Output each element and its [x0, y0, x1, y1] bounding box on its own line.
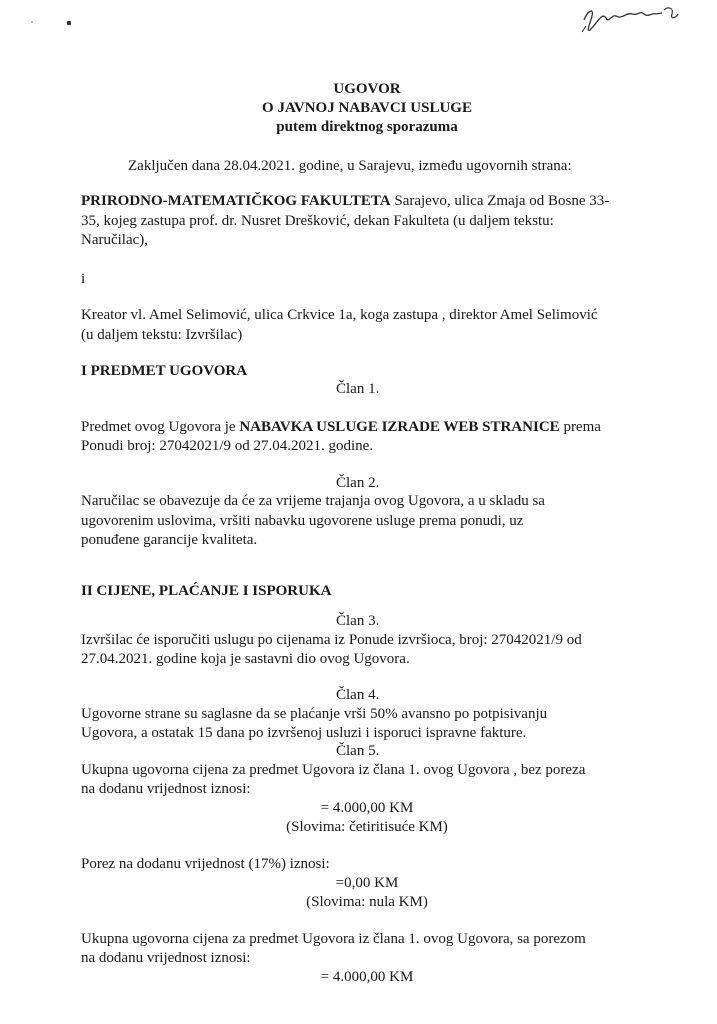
clan5-title: Član 5. — [336, 743, 380, 759]
document-title: UGOVOR — [333, 81, 401, 97]
document-subtitle: O JAVNOJ NABAVCI USLUGE — [262, 100, 472, 116]
clan5-line2: na dodanu vrijednost iznosi: — [81, 781, 251, 797]
party1-line2: 35, kojeg zastupa prof. dr. Nusret Drešković, dekan Fakulteta (u daljem tekstu: — [81, 213, 554, 229]
party1-address: Sarajevo, ulica Zmaja od Bosne 33- — [390, 193, 610, 209]
clan4-line1: Ugovorne strane su saglasne da se plaćanje vrši 50% avansno po potpisivanju — [81, 706, 548, 722]
party2-line1: Kreator vl. Amel Selimović, ulica Crkvice 1a, koga zastupa , direktor Amel Selimović — [81, 307, 598, 323]
clan1-line2: Ponudi broj: 27042021/9 od 27.04.2021. godine. — [81, 438, 374, 454]
section1-heading: I PREDMET UGOVORA — [81, 363, 248, 379]
clan3-line2: 27.04.2021. godine koja je sastavni dio ovog Ugovora. — [81, 651, 410, 667]
price-in-words: (Slovima: četiritisuće KM) — [286, 819, 448, 835]
section2-heading: II CIJENE, PLAĆANJE I ISPORUKA — [81, 583, 332, 599]
document-subtitle-2: putem direktnog sporazuma — [276, 119, 458, 135]
total-line1: Ukupna ugovorna cijena za predmet Ugovora iz člana 1. ovog Ugovora, sa porezom — [81, 931, 586, 947]
price-amount: = 4.000,00 KM — [320, 800, 414, 816]
clan2-line1: Naručilac se obavezuje da će za vrijeme trajanja ovog Ugovora, a u skladu sa — [81, 493, 545, 509]
signature-mark — [578, 2, 688, 38]
party2-line2: (u daljem tekstu: Izvršilac) — [81, 327, 243, 343]
total-amount: = 4.000,00 KM — [320, 969, 414, 985]
vat-in-words: (Slovima: nula KM) — [306, 894, 428, 910]
clan2-title: Član 2. — [336, 475, 380, 491]
vat-label: Porez na dodanu vrijednost (17%) iznosi: — [81, 856, 330, 872]
scan-speck — [67, 21, 71, 25]
clan4-title: Član 4. — [336, 687, 380, 703]
clan2-line3: ponuđene garancije kvaliteta. — [81, 532, 258, 548]
conjunction: i — [81, 271, 86, 287]
clan1-line1 — [81, 418, 601, 437]
party1-line1 — [81, 192, 609, 211]
total-line2: na dodanu vrijednost iznosi: — [81, 950, 251, 966]
clan1-title: Član 1. — [336, 381, 380, 397]
clan1-subject: NABAVKA USLUGE IZRADE WEB STRANICE — [239, 419, 560, 435]
clan4-line2: Ugovora, a ostatak 15 dana po izvršenoj usluzi i isporuci ispravne fakture. — [81, 725, 527, 741]
clan3-line1: Izvršilac će isporučiti uslugu po cijenama iz Ponude izvršioca, broj: 27042021/9 od — [81, 632, 582, 648]
clan5-line1: Ukupna ugovorna cijena za predmet Ugovora iz člana 1. ovog Ugovora , bez poreza — [81, 762, 586, 778]
party1-line3: Naručilac), — [81, 232, 149, 248]
clan3-title: Član 3. — [336, 613, 380, 629]
intro-line: Zaključen dana 28.04.2021. godine, u Sarajevu, između ugovornih strana: — [128, 158, 572, 174]
vat-amount: =0,00 KM — [335, 875, 399, 891]
scan-speck — [31, 21, 33, 23]
party1-name: PRIRODNO-MATEMATIČKOG FAKULTETA — [81, 193, 391, 209]
clan2-line2: ugovorenim uslovima, vršiti nabavku ugovorene usluge prema ponudi, uz — [81, 513, 524, 529]
clan1-post: prema — [559, 419, 601, 435]
clan1-pre: Predmet ovog Ugovora je — [81, 419, 240, 435]
